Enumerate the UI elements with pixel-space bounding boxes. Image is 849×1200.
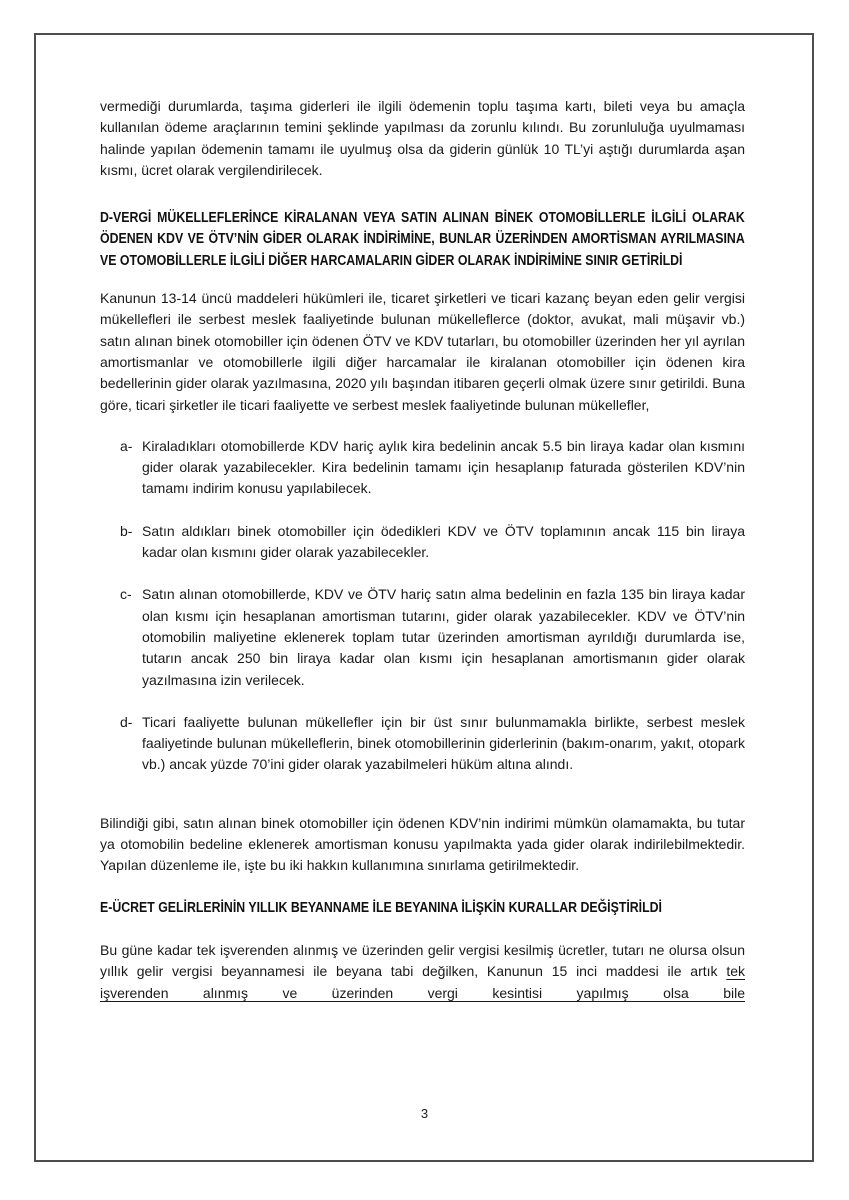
list-item-text-a: Kiraladıkları otomobillerde KDV hariç aylık kira bedelinin ancak 5.5 bin liraya kadar olan kısmını gider olarak yazabilecekler. Kira bedelinin tamamı için hesaplanıp faturada gösterilen KDV’nin tamamı indirim konusu yapılabilecek. [142,437,745,497]
paragraph-section-e [100,940,745,1004]
section-e-heading: E-ÜCRET GELİRLERİNİN YILLIK BEYANNAME İLE BEYANINA İLİŞKİN KURALLAR DEĞİŞTİRİLDİ [100,899,662,916]
paragraph-section-e-underlined: tek işverenden alınmış ve üzerinden vergi kesintisi yapılmış olsa bile [100,963,745,1001]
paragraph-section-d-intro: Kanunun 13-14 üncü maddeleri hükümleri ile, ticaret şirketleri ve ticari kazanç beyan eden gelir vergisi mükellefleri ile serbest meslek faaliyetinde bulunan mükelleflerce (doktor, avukat, mali müşavir vb.) satın alınan binek otomobiller için ödenen ÖTV ve KDV tutarları, bu otomobiller üzerinden her yıl ayrılan amortismanlar ve otomobillerle ilgili diğer harcamalar ile kiralanan otomobiller için ödenen kira bedellerinin gider olarak yazılmasına, 2020 yılı başından itibaren geçerli olmak üzere sınır getirildi. Buna göre, ticari şirketler ile ticari faaliyette ve serbest meslek faaliyetinde bulunan mükellefler, [100,290,745,413]
list-item-text-b: Satın aldıkları binek otomobiller için ödedikleri KDV ve ÖTV toplamının ancak 115 bin liraya kadar olan kısmını gider olarak yazabilecekler. [142,522,745,561]
paragraph-transport-allowance: vermediği durumlarda, taşıma giderleri ile ilgili ödemenin toplu taşıma kartı, bileti veya bu amaçla kullanılan ödeme araçlarının temini şeklinde yapılması da zorunlu kılındı. Bu zorunluluğa uyulmaması halinde yapılan ödemenin tamamı ile uyulmuş olsa da giderin günlük 10 TL’yi aştığı durumlarda aşan kısmı, ücret olarak vergilendirilecek. [100,98,745,178]
list-item-text-d: Ticari faaliyette bulunan mükellefler için bir üst sınır bulunmamakla birlikte, serbest meslek faaliyetinde bulunan mükelleflerin, binek otomobillerinin giderlerinin (bakım-onarım, yakıt, otopark vb.) ancak yüzde 70’ini gider olarak yazabilmeleri hüküm altına alındı. [142,713,745,773]
list-item-text-c: Satın alınan otomobillerde, KDV ve ÖTV hariç satın alma bedelinin en fazla 135 bin liraya kadar olan kısmı için hesaplanan amortisman tutarını, gider olarak yazabilecekler. KDV ve ÖTV’nin otomobilin maliyetine eklenerek toplam tutar üzerinden amortisman ayrıldığı durumlarda ise, tutarın ancak 250 bin liraya kadar olan kısmı için hesaplanan amortismanın gider olarak yazılmasına izin verilecek. [142,586,745,688]
list-marker-d: d- [120,713,133,730]
lettered-list [100,436,745,776]
page-number: 3 [420,1106,429,1121]
list-item [120,712,745,776]
list-marker-c: c- [120,586,132,603]
list-marker-a: a- [120,437,133,454]
list-item [120,521,745,564]
section-d-heading: D-VERGİ MÜKELLEFLERİNCE KİRALANAN VEYA SATIN ALINAN BİNEK OTOMOBİLLERLE İLGİLİ OLARAK ÖDENEN KDV VE ÖTV’NİN GİDER OLARAK İNDİRİMİNE, BUNLAR ÜZERİNDEN AMORTİSMAN AYRILMASINA VE OTOMOBİLLERLE İLGİLİ DİĞER HARCAMALARIN GİDER OLARAK İNDİRİMİNE SINIR GETİRİLDİ [100,210,745,269]
list-item [120,436,745,500]
list-marker-b: b- [120,522,133,539]
paragraph-section-e-lead: Bu güne kadar tek işverenden alınmış ve üzerinden gelir vergisi kesilmiş ücretler, tutarı ne olursa olsun yıllık gelir vergisi beyannamesi ile beyana tabi değilken, Kanunun 15 inci maddesi ile artık [100,941,745,980]
document-body [100,96,745,1004]
list-item [120,584,745,690]
paragraph-section-d-closing: Bilindiği gibi, satın alınan binek otomobiller için ödenen KDV’nin indirimi mümkün olamamakta, bu tutar ya otomobilin bedeline eklenerek amortisman konusu yapılmakta yada gider olarak indirilebilmektedir. Yapılan düzenleme ile, işte bu iki hakkın kullanımına sınırlama getirilmektedir. [100,814,745,874]
